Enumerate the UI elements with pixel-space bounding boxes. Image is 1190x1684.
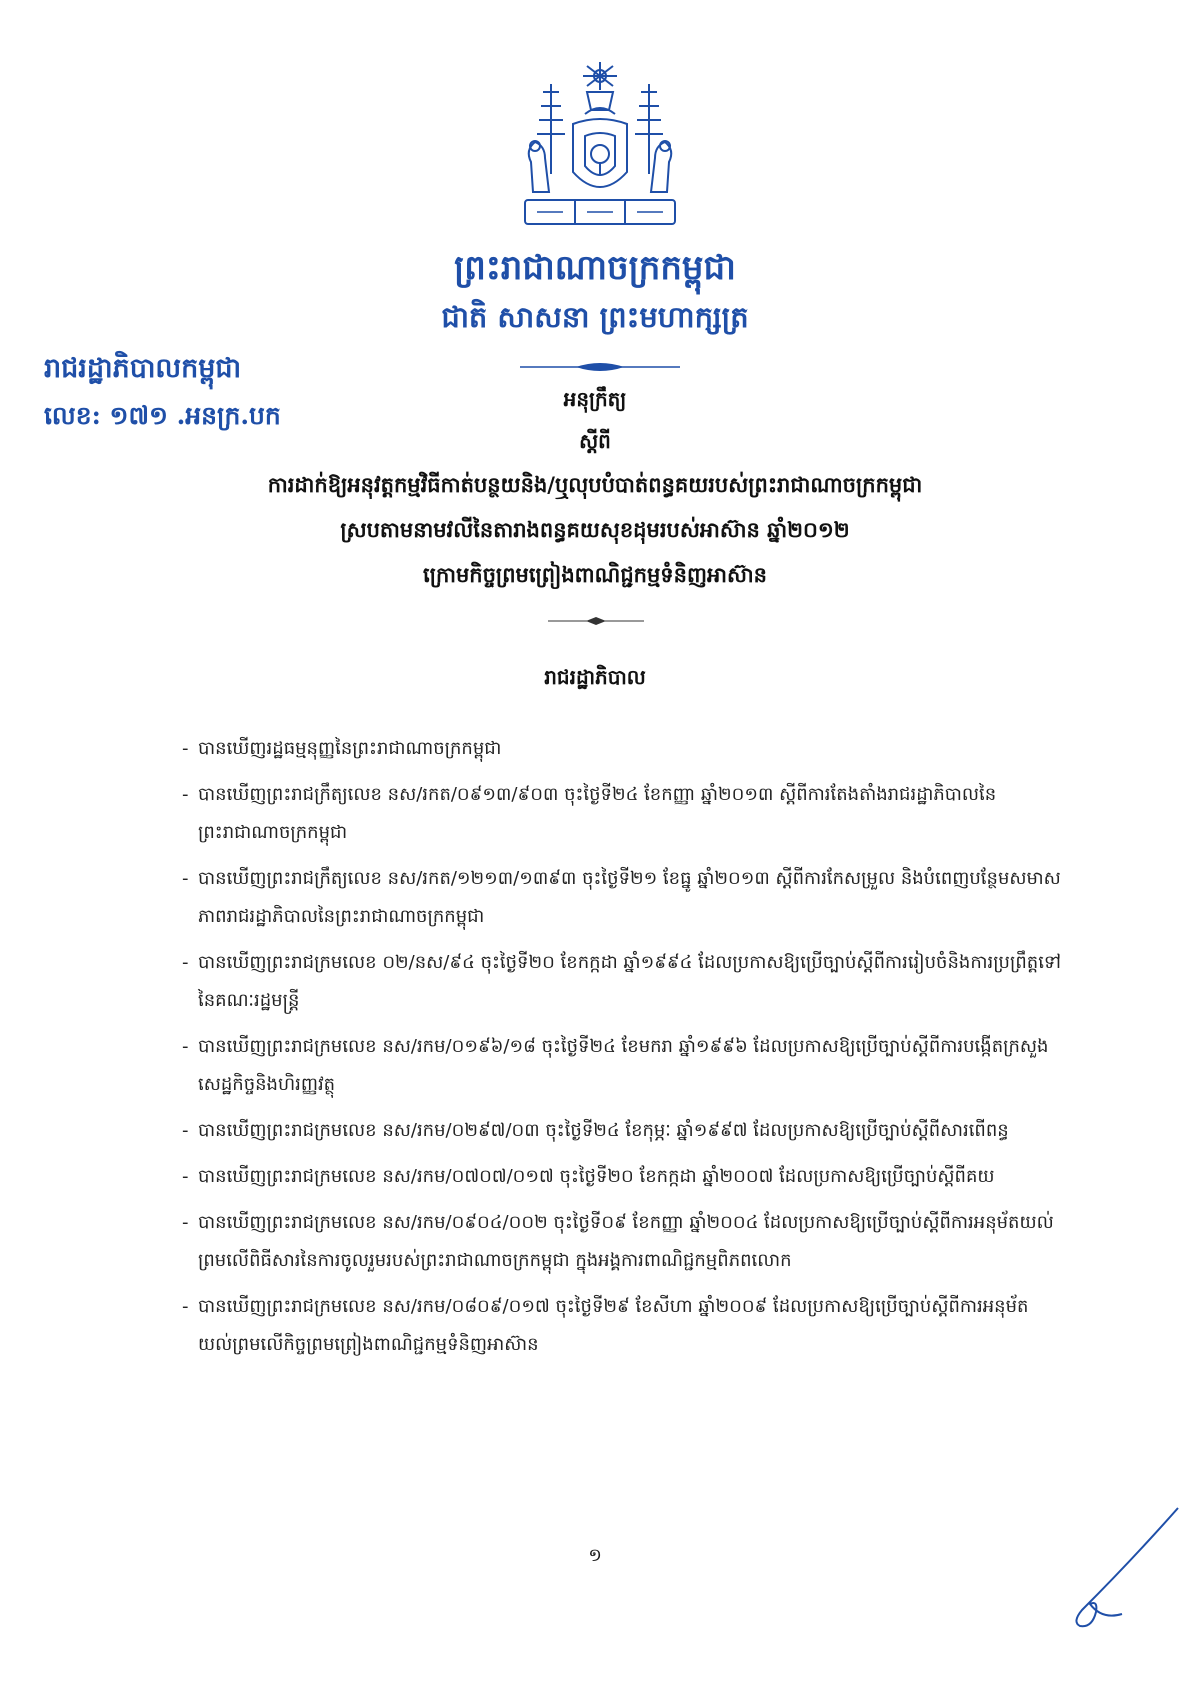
list-item-text: បានឃើញព្រះរាជក្រមលេខ នស/រកម/០៨០៩/០១៧ ចុះថ្ងៃទី២៩ ខែសីហា ឆ្នាំ២០០៩ ដែលប្រកាសឱ្យប្រើច្បាប់ស្តីពីការអនុម័តយល់ព្រមលើកិច្ចព្រមព្រៀងពាណិជ្ជកម្មទំនិញអាស៊ាន xyxy=(198,1296,1029,1355)
list-item-text: បានឃើញព្រះរាជក្រឹត្យលេខ នស/រកត/០៩១៣/៩០៣ ចុះថ្ងៃទី២៤ ខែកញ្ញា ឆ្នាំ២០១៣ ស្តីពីការតែងតាំងរាជរដ្ឋាភិបាលនៃព្រះរាជាណាចក្រកម្ពុជា xyxy=(198,784,997,843)
royal-coat-of-arms xyxy=(515,62,685,234)
list-item: - បានឃើញព្រះរាជក្រមលេខ នស/រកម/០៩០៤/០០២ ចុះថ្ងៃទី០៩ ខែកញ្ញា ឆ្នាំ២០០៤ ដែលប្រកាសឱ្យប្រើច្បាប់ស្តីពីការអនុម័តយល់ព្រមលើពិធីសារនៃការចូលរួមរបស់ព្រះរាជាណាចក្រកម្ពុជា ក្នុងអង្គការពាណិជ្ជកម្មពិភពលោក xyxy=(182,1212,1054,1271)
list-item-text: បានឃើញរដ្ឋធម្មនុញ្ញនៃព្រះរាជាណាចក្រកម្ពុជា xyxy=(198,738,502,759)
subject-line-2: ស្របតាមនាមវលីនៃតារាងពន្ធគយសុខដុមរបស់អាស៊ាន ឆ្នាំ២០១២ xyxy=(340,518,850,542)
list-item-text: បានឃើញព្រះរាជក្រមលេខ នស/រកម/០១៩៦/១៨ ចុះថ្ងៃទី២៤ ខែមករា ឆ្នាំ១៩៩៦ ដែលប្រកាសឱ្យប្រើច្បាប់ស្តីពីការបង្កើតក្រសួងសេដ្ឋកិច្ចនិងហិរញ្ញវត្ថុ xyxy=(198,1036,1049,1095)
list-item: - បានឃើញព្រះរាជក្រមលេខ នស/រកម/០៧០៧/០១៧ ចុះថ្ងៃទី២០ ខែកក្កដា ឆ្នាំ២០០៧ ដែលប្រកាសឱ្យប្រើច្បាប់ស្តីពីគយ xyxy=(182,1166,995,1187)
subject-line-1: ការដាក់ឱ្យអនុវត្តកម្មវិធីកាត់បន្ថយនិង/ឬលុបបំបាត់ពន្ធគយរបស់ព្រះរាជាណាចក្រកម្ពុជា xyxy=(267,473,923,497)
list-item: - បានឃើញព្រះរាជក្រមលេខ ០២/នស/៩៤ ចុះថ្ងៃទី២០ ខែកក្កដា ឆ្នាំ១៩៩៤ ដែលប្រកាសឱ្យប្រើច្បាប់ស្តីពីការរៀបចំនិងការប្រព្រឹត្តទៅនៃគណៈរដ្ឋមន្ត្រី xyxy=(182,952,1062,1011)
stamp-government-name: រាជរដ្ឋាភិបាលកម្ពុជា xyxy=(44,353,242,384)
list-item-text: បានឃើញព្រះរាជក្រមលេខ នស/រកម/០២៩៧/០៣ ចុះថ្ងៃទី២៤ ខែកុម្ភៈ ឆ្នាំ១៩៩៧ ដែលប្រកាសឱ្យប្រើច្បាប់ស្តីពីសារពើពន្ធ xyxy=(198,1120,1009,1141)
list-item-text: បានឃើញព្រះរាជក្រមលេខ ០២/នស/៩៤ ចុះថ្ងៃទី២០ ខែកក្កដា ឆ្នាំ១៩៩៤ ដែលប្រកាសឱ្យប្រើច្បាប់ស្តីពីការរៀបចំនិងការប្រព្រឹត្តទៅនៃគណៈរដ្ឋមន្ត្រី xyxy=(198,952,1062,1011)
list-item-text: បានឃើញព្រះរាជក្រមលេខ នស/រកម/០៧០៧/០១៧ ចុះថ្ងៃទី២០ ខែកក្កដា ឆ្នាំ២០០៧ ដែលប្រកាសឱ្យប្រើច្បាប់ស្តីពីគយ xyxy=(198,1166,995,1187)
stamp-document-number: លេខ: ១៧១ .អនក្រ.បក xyxy=(44,401,281,430)
document-type: អនុក្រឹត្យ xyxy=(563,387,627,411)
list-item-text: បានឃើញព្រះរាជក្រមលេខ នស/រកម/០៩០៤/០០២ ចុះថ្ងៃទី០៩ ខែកញ្ញា ឆ្នាំ២០០៤ ដែលប្រកាសឱ្យប្រើច្បាប់ស្តីពីការអនុម័តយល់ព្រមលើពិធីសារនៃការចូលរួមរបស់ព្រះរាជាណាចក្រកម្ពុជា ក្នុងអង្គការពាណិជ្ជកម្មពិភពលោក xyxy=(198,1212,1054,1271)
list-item: - បានឃើញព្រះរាជក្រមលេខ នស/រកម/០១៩៦/១៨ ចុះថ្ងៃទី២៤ ខែមករា ឆ្នាំ១៩៩៦ ដែលប្រកាសឱ្យប្រើច្បាប់ស្តីពីការបង្កើតក្រសួងសេដ្ឋកិច្ចនិងហិរញ្ញវត្ថុ xyxy=(182,1036,1049,1095)
section-heading: រាជរដ្ឋាភិបាល xyxy=(544,665,646,689)
about-label: ស្តីពី xyxy=(579,429,611,453)
list-item-text: បានឃើញព្រះរាជក្រឹត្យលេខ នស/រកត/១២១៣/១៣៩៣ ចុះថ្ងៃទី២១ ខែធ្នូ ឆ្នាំ២០១៣ ស្តីពីការកែសម្រួល និងបំពេញបន្ថែមសមាសភាពរាជរដ្ឋាភិបាលនៃព្រះរាជាណាចក្រកម្ពុជា xyxy=(198,868,1061,927)
list-item: - បានឃើញព្រះរាជក្រមលេខ នស/រកម/០២៩៧/០៣ ចុះថ្ងៃទី២៤ ខែកុម្ភៈ ឆ្នាំ១៩៩៧ ដែលប្រកាសឱ្យប្រើច្បាប់ស្តីពីសារពើពន្ធ xyxy=(182,1120,1009,1141)
list-item: - បានឃើញព្រះរាជក្រឹត្យលេខ នស/រកត/០៩១៣/៩០៣ ចុះថ្ងៃទី២៤ ខែកញ្ញា ឆ្នាំ២០១៣ ស្តីពីការតែងតាំងរាជរដ្ឋាភិបាលនៃព្រះរាជាណាចក្រកម្ពុជា xyxy=(182,784,997,843)
ornamental-divider xyxy=(520,361,680,373)
list-item: - បានឃើញព្រះរាជក្រមលេខ នស/រកម/០៨០៩/០១៧ ចុះថ្ងៃទី២៩ ខែសីហា ឆ្នាំ២០០៩ ដែលប្រកាសឱ្យប្រើច្បាប់ស្តីពីការអនុម័តយល់ព្រមលើកិច្ចព្រមព្រៀងពាណិជ្ជកម្មទំនិញអាស៊ាន xyxy=(182,1296,1029,1355)
list-item: - បានឃើញរដ្ឋធម្មនុញ្ញនៃព្រះរាជាណាចក្រកម្ពុជា xyxy=(182,738,502,759)
preamble-list xyxy=(182,730,1062,1372)
subject-line-3: ក្រោមកិច្ចព្រមព្រៀងពាណិជ្ជកម្មទំនិញអាស៊ាន xyxy=(423,563,767,587)
list-item: - បានឃើញព្រះរាជក្រឹត្យលេខ នស/រកត/១២១៣/១៣៩៣ ចុះថ្ងៃទី២១ ខែធ្នូ ឆ្នាំ២០១៣ ស្តីពីការកែសម្រួល និងបំពេញបន្ថែមសមាសភាពរាជរដ្ឋាភិបាលនៃព្រះរាជាណាចក្រកម្ពុជា xyxy=(182,868,1061,927)
kingdom-title: ព្រះរាជាណាចក្រកម្ពុជា xyxy=(454,248,736,288)
page-number: ១ xyxy=(588,1545,602,1566)
section-divider xyxy=(548,616,644,626)
handwritten-initial xyxy=(1052,1500,1182,1630)
national-motto: ជាតិ សាសនា ព្រះមហាក្សត្រ xyxy=(441,300,749,334)
